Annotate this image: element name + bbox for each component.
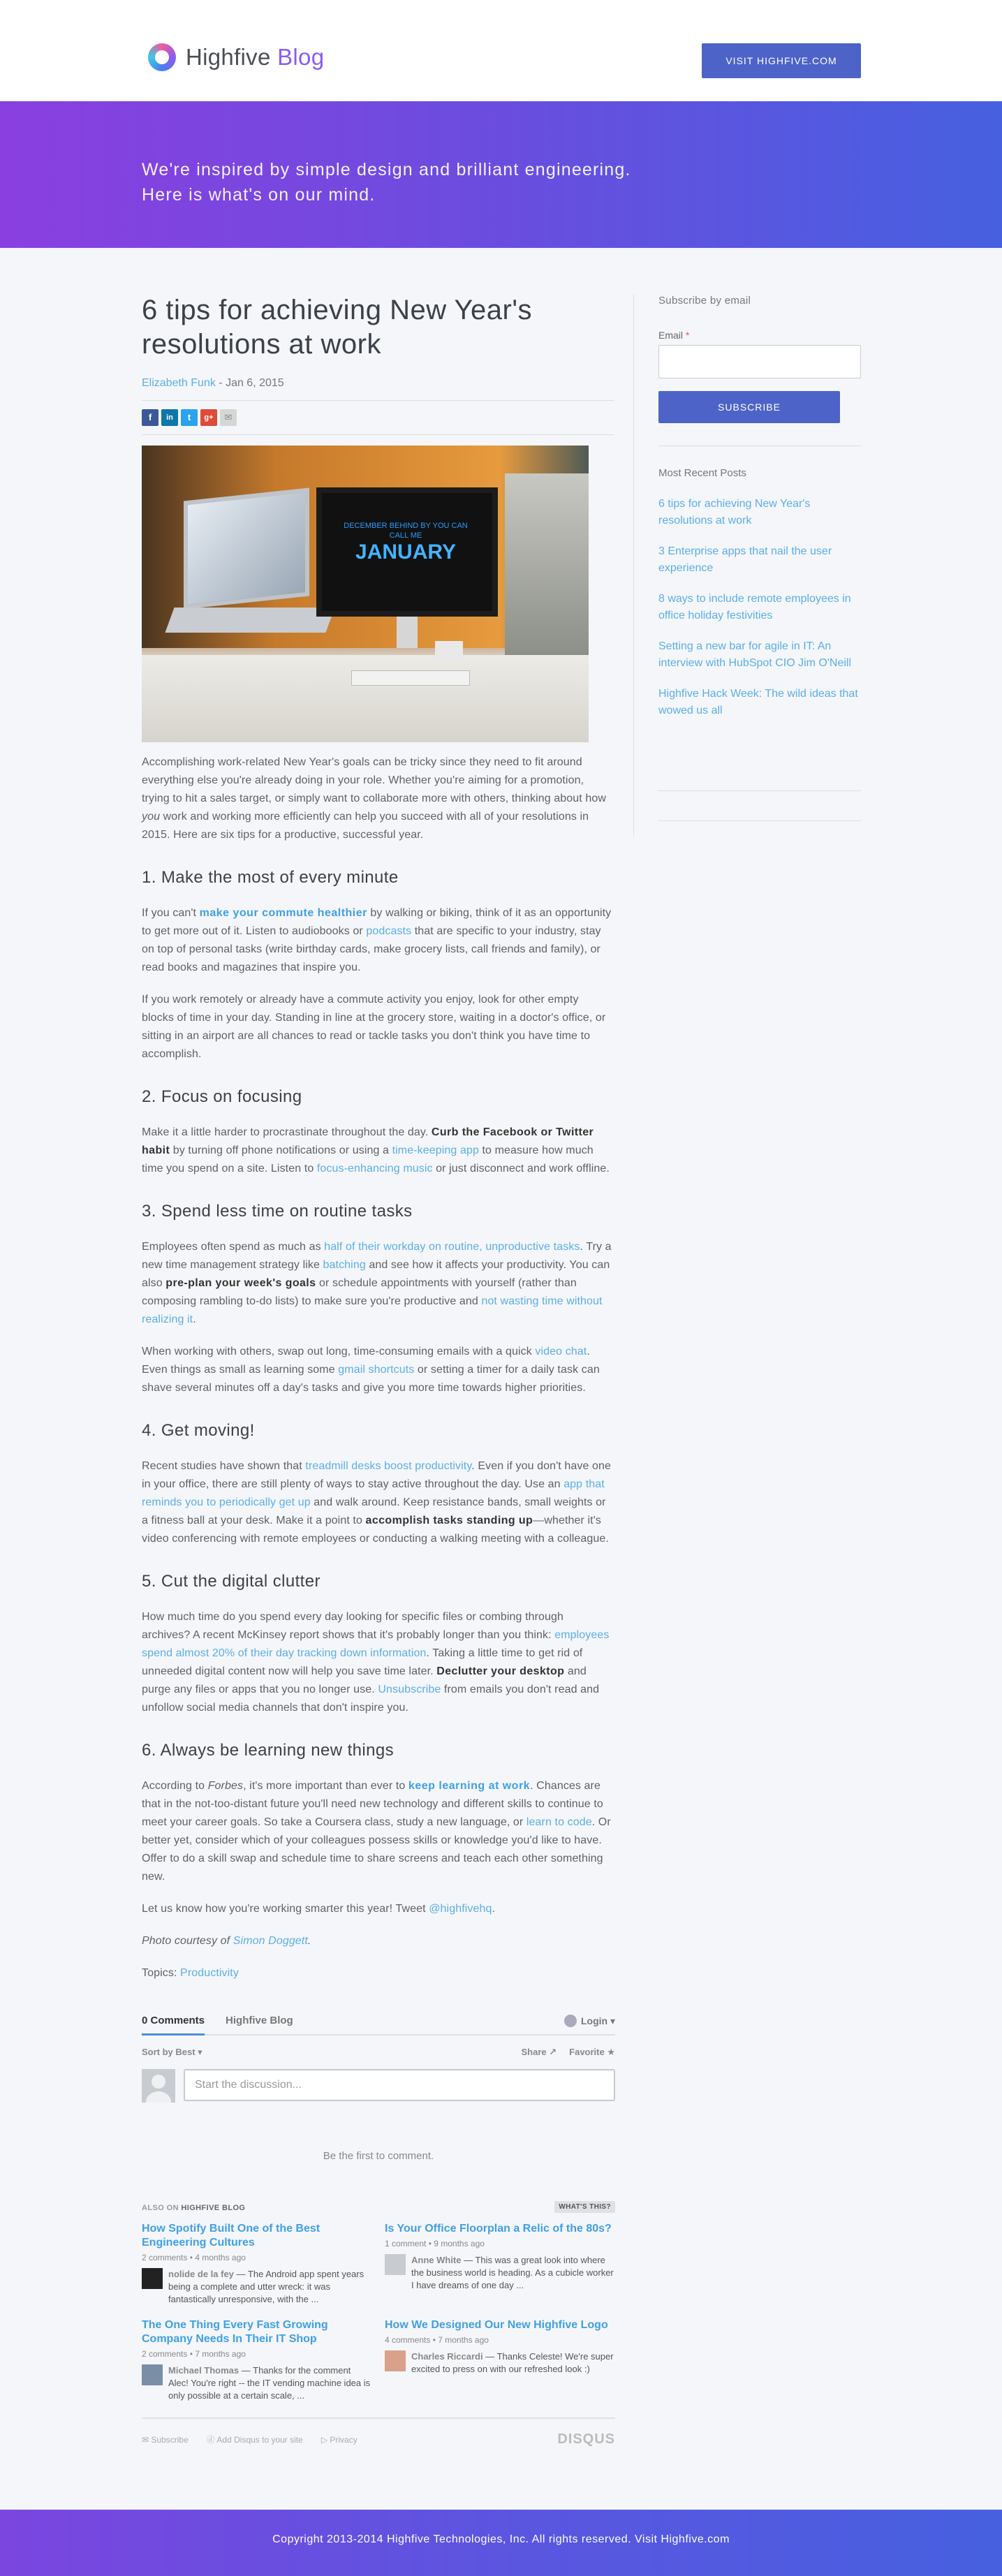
section-heading: 5. Cut the digital clutter [142,1572,321,1591]
whats-this-button[interactable]: WHAT'S THIS? [554,2201,615,2213]
recommendation-item[interactable] [385,2222,615,2306]
photo-screen-big: JANUARY [355,540,456,564]
tab-comments[interactable]: 0 Comments [142,2015,205,2036]
photographer-link[interactable]: Simon Doggett [233,1935,308,1947]
laptop-illustration [184,488,309,610]
tab-community[interactable]: Highfive Blog [226,2015,293,2026]
rec-snippet: Anne White — This was a great look into where the business world is heading. As a cubicle worker I have dreams of one day ... [411,2255,614,2290]
rec-title[interactable]: How Spotify Built One of the Best Engineering Cultures [142,2223,321,2249]
rec-snippet: Charles Riccardi — Thanks Celeste! We're super excited to press on with our refreshed look :) [411,2351,614,2374]
inline-link[interactable]: learn to code [526,1816,592,1828]
avatar [142,2364,163,2385]
section-heading: 1. Make the most of every minute [142,868,399,887]
article [142,293,614,1982]
intro-paragraph: Accomplishing work-related New Year's goals can be tricky since they need to fit around everything else you're already doing in your role. Whether you're aiming for a promotion, trying to hit a sales target, or simply want to collaborate more with others, thinking about how you work and working more efficiently can help you succeed with all of your resolutions in 2015. Here are six tips for a productive, successful year. [142,756,607,841]
copyright-text[interactable]: Copyright 2013-2014 Highfive Technologies, Inc. All rights reserved. Visit Highfive.com [272,2533,730,2545]
paragraph: If you work remotely or already have a commute activity you enjoy, look for other empty blocks of time in your day. Standing in line at the grocery store, waiting in a doctor's office, or sitting in an airport are all chances to read or tackle tasks you don't think you have time to accomplish. [142,994,606,1060]
avatar [385,2350,406,2371]
inline-link[interactable]: make your commute healthier [199,907,367,919]
recent-post-link[interactable]: 3 Enterprise apps that nail the user experience [658,545,832,574]
recommendation-item[interactable] [142,2318,372,2402]
no-comments-message: Be the first to comment. [323,2150,434,2162]
article-photo [142,446,589,742]
google-plus-share-icon[interactable]: g+ [200,409,217,426]
recommendations [142,2222,615,2402]
divider [658,820,861,821]
recent-post-link[interactable]: 8 ways to include remote employees in office holiday festivities [658,593,851,621]
email-label: Email * [658,330,690,341]
recent-post-link[interactable]: Setting a new bar for agile in IT: An interview with HubSpot CIO Jim O'Neill [658,640,852,669]
comments-toolbar [142,2047,615,2058]
author-link[interactable]: Elizabeth Funk [142,377,216,389]
meta-sep: - [215,377,226,389]
topic-link[interactable]: Productivity [180,1967,239,1979]
photo-screen-small: DECEMBER BEHIND BY YOU CAN CALL ME [344,522,468,540]
recent-post-link[interactable]: 6 tips for achieving New Year's resolutions at work [658,498,811,527]
top-bar [0,0,1002,101]
avatar [385,2254,406,2275]
logo-name: Highfive [186,44,271,70]
email-field[interactable] [658,345,861,378]
rec-meta: 2 comments • 4 months ago [142,2253,246,2262]
comment-composer [142,2069,615,2103]
paragraph: How much time do you spend every day looking for specific files or combing through archives? A recent McKinsey report shows that it's probably longer than you think: employees spend almost 20% of their day tracking down information. Taking a little time to get rid of unneeded digital content now will help you save time later. Declutter your desktop and purge any files or apps that you no longer use. Unsubscribe from emails you don't read and unfollow social media channels that don't inspire you. [142,1611,610,1714]
comment-input[interactable]: Start the discussion... [184,2069,615,2101]
inline-link[interactable]: treadmill desks boost productivity [305,1460,472,1472]
divider [142,400,614,401]
site-footer [0,2510,1002,2576]
rec-meta: 1 comment • 9 months ago [385,2239,485,2249]
paragraph: Let us know how you're working smarter this year! Tweet @highfivehq. [142,1903,496,1915]
linkedin-share-icon[interactable]: in [161,409,178,426]
paragraph: Recent studies have shown that treadmill desks boost productivity. Even if you don't have one in your office, there are still plenty of ways to stay active throughout the day. Use an app that reminds you to periodically get up and walk around. Keep resistance bands, small weights or a fitness ball at your desk. Make it a point to accomplish tasks standing up—whether it's video conferencing with remote employees or conducting a walking meeting with a colleague. [142,1460,612,1545]
sidebar [633,295,861,836]
rec-title[interactable]: How We Designed Our New Highfive Logo [385,2319,608,2331]
disqus-footer [142,2417,615,2448]
inline-link[interactable]: Unsubscribe [378,1684,441,1695]
inline-link[interactable]: gmail shortcuts [338,1364,415,1376]
paragraph: When working with others, swap out long, time-consuming emails with a quick video chat. Even things as small as learning some gmail shortcuts or setting a timer for a daily task can shave several minutes off a day's tasks and give you more time towards higher priorities. [142,1346,600,1394]
facebook-share-icon[interactable]: f [142,409,159,426]
avatar [142,2268,163,2289]
hero-line-2: Here is what's on our mind. [142,185,376,205]
hero-tagline [142,157,631,207]
inline-link[interactable]: focus-enhancing music [316,1163,433,1175]
site-logo[interactable] [148,43,324,71]
rec-snippet: Michael Thomas — Thanks for the comment Alec! You're right -- the IT vending machine idea is only possible at a certain scale, ... [168,2365,371,2401]
visit-highfive-button[interactable]: VISIT HIGHFIVE.COM [702,43,861,78]
section-heading: 3. Spend less time on routine tasks [142,1202,413,1221]
divider [142,434,614,435]
article-body [142,753,614,1982]
add-disqus-link[interactable]: ⓓ Add Disqus to your site [206,2435,303,2445]
avatar [142,2069,175,2103]
paragraph: According to Forbes, it's more important than ever to keep learning at work. Chances are that in the not-too-distant future you'll need new technology and different skills to continue to meet your career goals. So take a Coursera class, study a new language, or learn to code. Or better yet, consider which of your colleagues possess skills or knowledge you'd like to have. Offer to do a skill swap and schedule time to share screens and teach each other something new. [142,1780,611,1883]
user-icon [564,2015,577,2027]
recommendation-item[interactable] [385,2318,615,2402]
inline-link[interactable]: video chat [535,1346,587,1357]
post-title: 6 tips for achieving New Year's resolutions at work [142,295,532,360]
inline-link[interactable]: half of their workday on routine, unproductive tasks [324,1241,580,1253]
rec-meta: 2 comments • 7 months ago [142,2349,246,2359]
also-on-header: ALSO ON HIGHFIVE BLOG WHAT'S THIS? [142,2204,615,2212]
share-button[interactable]: Share ↗ [521,2047,557,2057]
hero-line-1: We're inspired by simple design and brilliant engineering. [142,160,631,179]
post-date: Jan 6, 2015 [226,377,284,389]
rec-title[interactable]: Is Your Office Floorplan a Relic of the 80s? [385,2223,612,2235]
inline-link[interactable]: time-keeping app [392,1145,479,1156]
recent-posts-list [658,496,861,719]
photo-credit: Photo courtesy of Simon Doggett. [142,1935,311,1947]
divider [658,790,861,791]
twitter-share-icon[interactable]: t [181,409,198,426]
rec-meta: 4 comments • 7 months ago [385,2335,489,2345]
section-heading: 4. Get moving! [142,1421,255,1440]
highfive-logo-icon [148,43,176,71]
monitor-illustration [316,487,498,617]
comments-tabs [142,2015,615,2036]
favorite-button[interactable]: Favorite ★ [569,2047,615,2057]
subscribe-button[interactable]: SUBSCRIBE [658,391,840,423]
recommendation-item[interactable] [142,2222,372,2306]
twitter-handle-link[interactable]: @highfivehq [429,1903,492,1915]
sort-dropdown[interactable]: Sort by Best ▾ [142,2047,202,2057]
privacy-link[interactable]: ▷ Privacy [321,2434,358,2445]
paragraph: If you can't make your commute healthier by walking or biking, think of it as an opportunity to get more out of it. Listen to audiobooks or podcasts that are specific to your industry, stay on top of personal tasks (write birthday cards, make grocery lists, call friends and family), or read books and magazines that inspire you. [142,907,612,973]
share-bar [142,409,614,426]
inline-link[interactable]: not wasting time without realizing it [142,1295,603,1325]
email-share-icon[interactable]: ✉ [220,409,237,426]
inline-link[interactable]: app that reminds you to periodically get up [142,1478,605,1508]
hero-banner [0,101,1002,248]
inline-link[interactable]: batching [323,1259,366,1271]
rec-title[interactable]: The One Thing Every Fast Growing Company Needs In Their IT Shop [142,2319,328,2345]
paragraph: Employees often spend as much as half of their workday on routine, unproductive tasks. Try a new time management strategy like batching and see how it affects your productivity. You can also pre-plan your week's goals or schedule appointments with yourself (rather than composing rambling to-do lists) to make sure you're productive and not wasting time without realizing it. [142,1241,612,1325]
inline-link[interactable]: employees spend almost 20% of their day tracking down information [142,1629,610,1659]
inline-link[interactable]: keep learning at work [408,1780,531,1792]
section-heading: 6. Always be learning new things [142,1741,395,1760]
disqus-comments [142,2015,615,2448]
subscribe-title: Subscribe by email [658,295,751,307]
logo-text [186,44,324,71]
inline-link[interactable]: podcasts [366,925,412,937]
disqus-logo[interactable]: DISQUS [557,2431,615,2447]
subscribe-link[interactable]: ✉ Subscribe [142,2434,189,2445]
section-heading: 2. Focus on focusing [142,1087,302,1106]
paragraph: Make it a little harder to procrastinate throughout the day. Curb the Facebook or Twitter habit by turning off phone notifications or using a time-keeping app to measure how much time you spend on a site. Listen to focus-enhancing music or just disconnect and work offline. [142,1126,610,1175]
recent-posts-title: Most Recent Posts [658,467,746,479]
logo-blog: Blog [277,44,325,70]
recent-post-link[interactable]: Highfive Hack Week: The wild ideas that wowed us all [658,688,858,716]
login-menu[interactable]: Login ▾ [564,2015,615,2027]
rec-snippet: nolide de la fey — The Android app spent years being a complete and utter wreck: it was fantastically unresponsive, with the ... [168,2269,364,2304]
post-meta [142,377,614,390]
topics: Topics: Productivity [142,1967,239,1979]
